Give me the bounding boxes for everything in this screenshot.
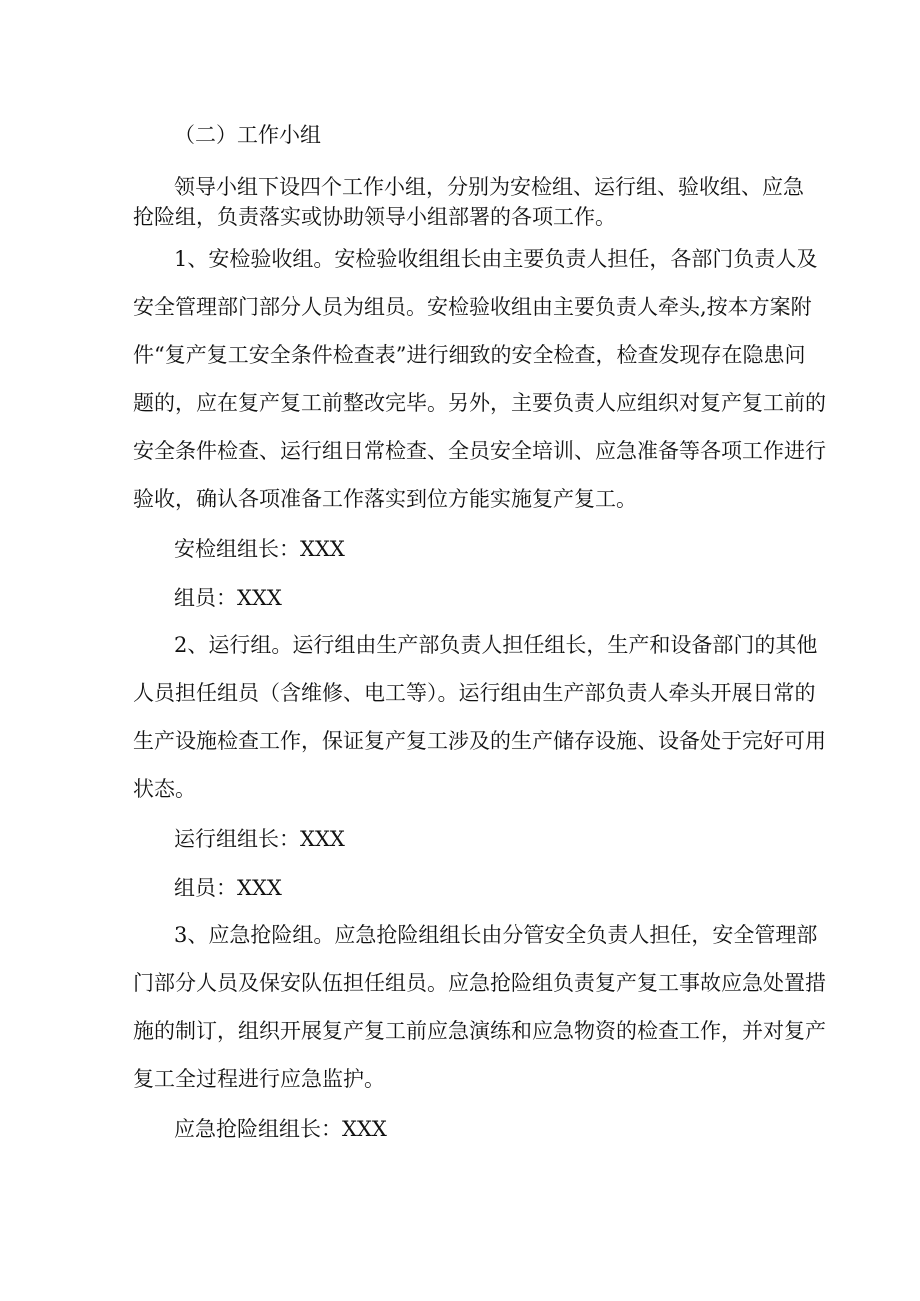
group2-leader: 运行组组长：XXX <box>174 827 345 851</box>
group3-line-3: 施的制订，组织开展复产复工前应急演练和应急物资的检查工作，并对复产 <box>133 1019 826 1043</box>
group2-line-2: 人员担任组员（含维修、电工等）。运行组由生产部负责人牵头开展日常的 <box>133 681 816 705</box>
intro-line-2: 抢险组，负责落实或协助领导小组部署的各项工作。 <box>133 205 616 229</box>
group1-members: 组员：XXX <box>174 586 282 610</box>
group2-line-1: 2、运行组。运行组由生产部负责人担任组长，生产和设备部门的其他 <box>174 633 818 657</box>
group2-line-3: 生产设施检查工作，保证复产复工涉及的生产储存设施、设备处于完好可用 <box>133 729 826 753</box>
group1-line-6: 验收，确认各项准备工作落实到位方能实施复产复工。 <box>133 487 637 511</box>
group1-leader: 安检组组长：XXX <box>174 537 345 561</box>
group3-leader: 应急抢险组组长：XXX <box>174 1117 387 1141</box>
group1-line-4: 题的，应在复产复工前整改完毕。另外，主要负责人应组织对复产复工前的 <box>133 391 826 415</box>
group1-line-3: 件“复产复工安全条件检查表”进行细致的安全检查，检查发现存在隐患问 <box>133 343 806 367</box>
group3-line-1: 3、应急抢险组。应急抢险组组长由分管安全负责人担任，安全管理部 <box>174 923 818 947</box>
group1-line-2: 安全管理部门部分人员为组员。安检验收组由主要负责人牵头,按本方案附 <box>133 295 812 319</box>
section-heading: （二）工作小组 <box>174 123 321 147</box>
intro-line-1: 领导小组下设四个工作小组，分别为安检组、运行组、验收组、应急 <box>174 175 804 199</box>
group3-line-2: 门部分人员及保安队伍担任组员。应急抢险组负责复产复工事故应急处置措 <box>133 971 826 995</box>
group2-members: 组员：XXX <box>174 876 282 900</box>
group1-line-5: 安全条件检查、运行组日常检查、全员安全培训、应急准备等各项工作进行 <box>133 439 826 463</box>
group1-line-1: 1、安检验收组。安检验收组组长由主要负责人担任，各部门负责人及 <box>174 247 818 271</box>
group3-line-4: 复工全过程进行应急监护。 <box>133 1067 385 1091</box>
group2-line-4: 状态。 <box>133 777 196 801</box>
